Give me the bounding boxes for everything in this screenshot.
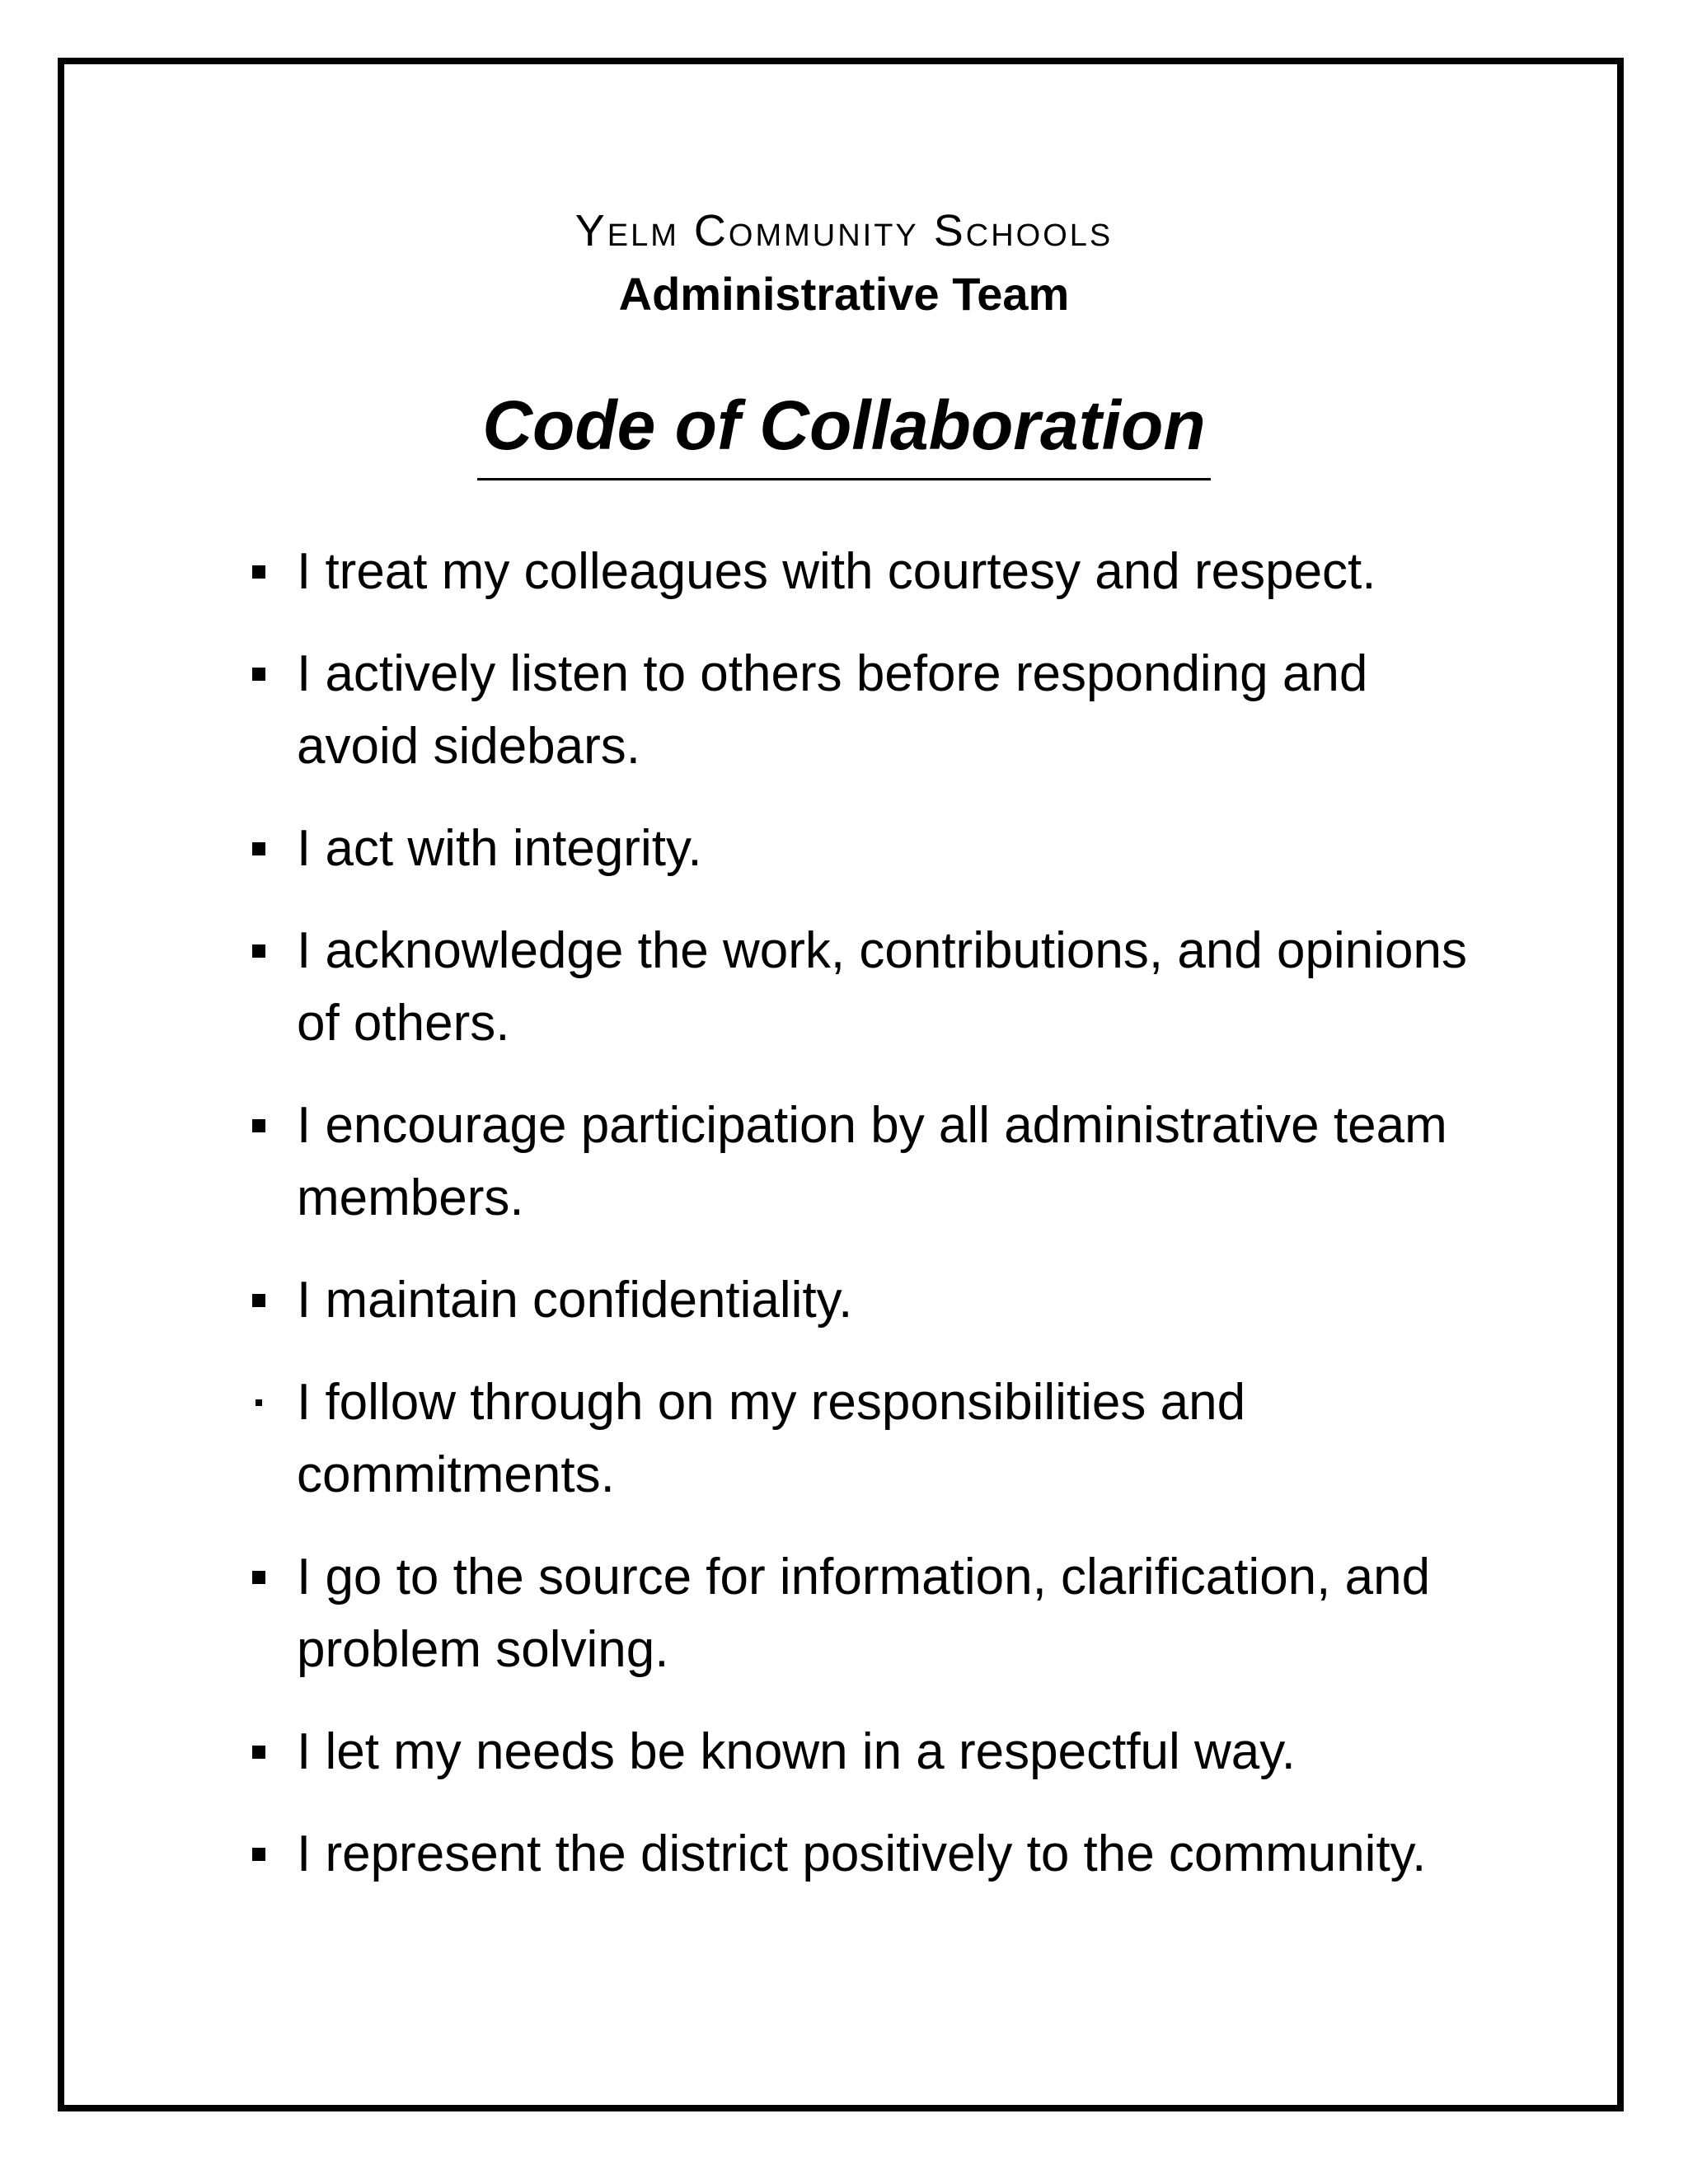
list-item <box>247 1818 1500 1891</box>
list-item <box>247 1716 1500 1788</box>
list-item-text: I encourage participation by all administrative team members. <box>297 1097 1447 1226</box>
list-item-text: I acknowledge the work, contributions, and opinions of others. <box>297 922 1467 1052</box>
list-item <box>247 1090 1500 1235</box>
organization-name: Yelm Community Schools <box>574 206 1114 255</box>
square-bullet-icon <box>247 1716 297 1788</box>
list-item <box>247 813 1500 885</box>
square-bullet-icon <box>247 1090 297 1162</box>
square-bullet-icon <box>247 813 297 885</box>
page-title: Code of Collaboration <box>477 384 1210 480</box>
list-item-text: I act with integrity. <box>297 820 702 877</box>
list-item-text: I let my needs be known in a respectful way. <box>297 1723 1296 1780</box>
title-block <box>0 384 1688 480</box>
code-list <box>247 536 1500 1920</box>
square-bullet-icon <box>247 638 297 710</box>
square-bullet-icon <box>247 1264 297 1337</box>
list-item <box>247 915 1500 1060</box>
list-item-text: I represent the district positively to the community. <box>297 1825 1427 1882</box>
list-item <box>247 1541 1500 1686</box>
list-item-text: I go to the source for information, clarification, and problem solving. <box>297 1549 1431 1678</box>
list-item <box>247 1264 1500 1337</box>
square-bullet-icon <box>247 1541 297 1614</box>
team-name: Administrative Team <box>618 268 1070 320</box>
list-item-text: I follow through on my responsibilities and commitments. <box>297 1374 1246 1503</box>
square-bullet-icon <box>247 536 297 608</box>
square-bullet-icon <box>247 1818 297 1891</box>
list-item <box>247 536 1500 608</box>
list-item-text: I treat my colleagues with courtesy and respect. <box>297 543 1376 600</box>
list-item <box>247 1366 1500 1511</box>
list-item <box>247 638 1500 783</box>
square-bullet-icon <box>247 1366 297 1439</box>
square-bullet-icon <box>247 915 297 987</box>
list-item-text: I actively listen to others before responding and avoid sidebars. <box>297 645 1368 775</box>
list-item-text: I maintain confidentiality. <box>297 1272 853 1329</box>
